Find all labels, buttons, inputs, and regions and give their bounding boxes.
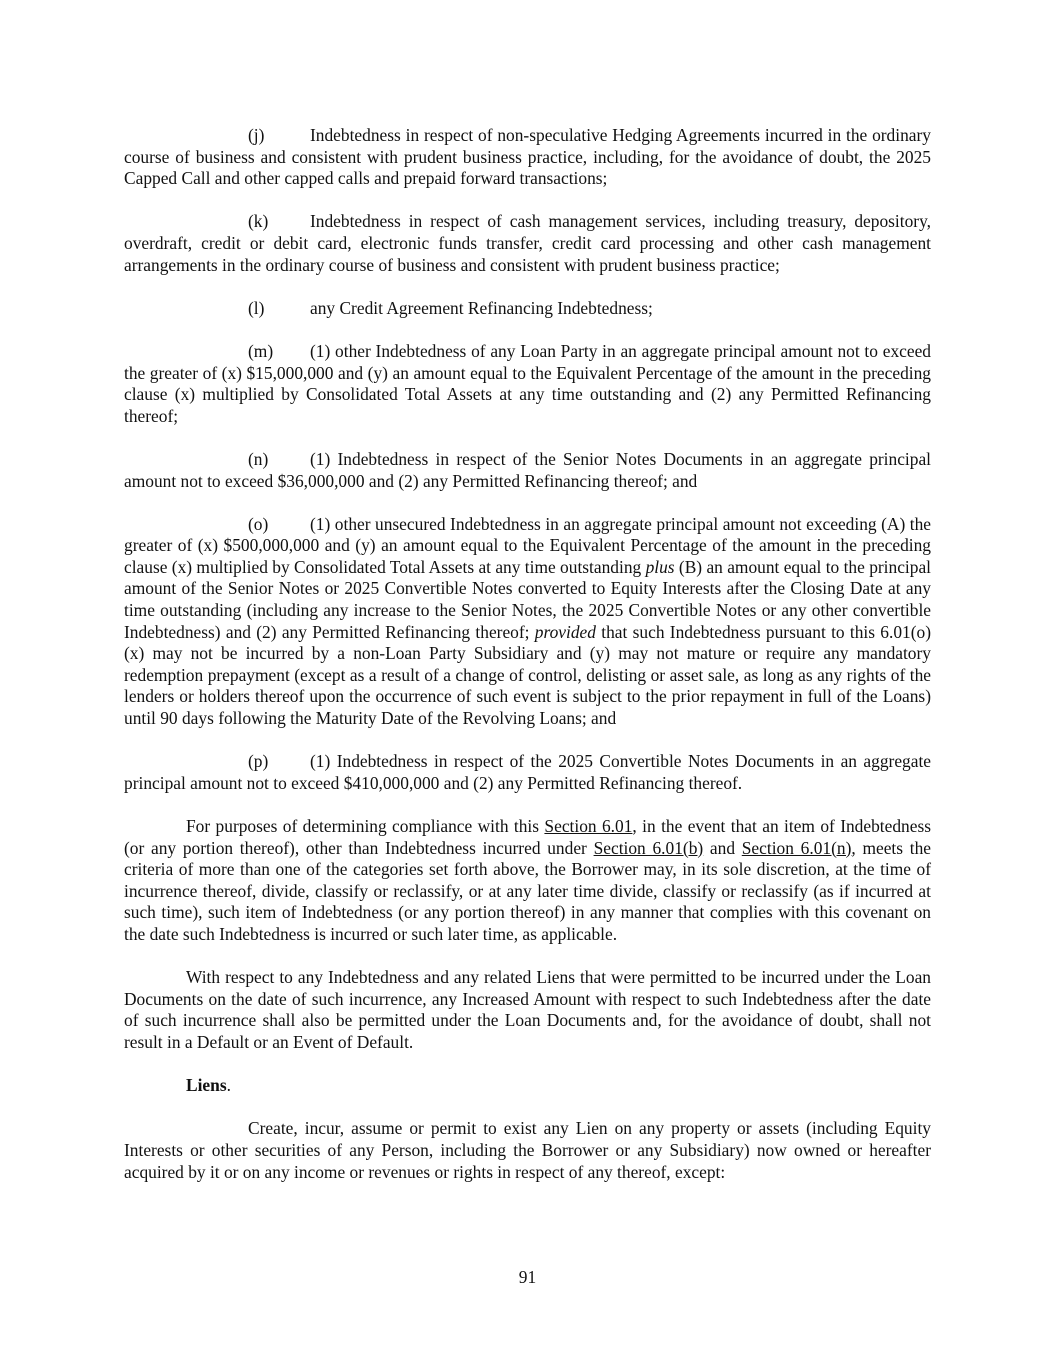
clause-emphasis: plus — [645, 556, 675, 577]
clause-text: any Credit Agreement Refinancing Indebtedness; — [310, 297, 653, 318]
clause-text: (1) Indebtedness in respect of the 2025 Convertible Notes Documents in an aggregate principal amount not to exceed $410,000,000 and (2) any Permitted Refinancing thereof. — [124, 751, 931, 793]
clause-text: (1) other unsecured Indebtedness in an aggregate principal amount not exceeding (A) the greater of (x) $500,000,000 and (y) an amount equal to the Equivalent Percentage of the amount in the preceding clause (x) multiplied by Consolidated Total Assets at any time outstanding — [124, 513, 931, 577]
clause-emphasis: provided — [534, 621, 596, 642]
clause-l — [124, 298, 931, 320]
section-heading-title: Liens — [186, 1075, 227, 1096]
clause-m — [124, 341, 931, 427]
section-reference-link[interactable]: Section 6.01(n) — [741, 837, 852, 858]
liens-paragraph — [124, 1118, 931, 1183]
clause-label: (p) — [248, 751, 269, 772]
page-number: 91 — [518, 1267, 537, 1287]
compliance-paragraph — [124, 816, 931, 946]
clause-j — [124, 125, 931, 190]
clause-text: (1) Indebtedness in respect of the Senior Notes Documents in an aggregate principal amount not to exceed $36,000,000 and (2) any Permitted Refinancing thereof; and — [124, 448, 931, 491]
paragraph-text: With respect to any Indebtedness and any related Liens that were permitted to be incurred under the Loan Documents on the date of such incurrence, any Increased Amount with respect to such Indebtedness after the date of such incurrence shall also be permitted under the Loan Documents and, for the avoidance of doubt, shall not result in a Default or an Event of Default. — [124, 967, 931, 1052]
section-reference-link[interactable]: Section 6.01(b) — [593, 837, 704, 858]
clause-label: (o) — [248, 513, 269, 534]
liens-heading — [124, 1075, 931, 1097]
clause-n — [124, 449, 931, 492]
clause-p — [124, 751, 931, 794]
clause-label: (m) — [248, 340, 274, 361]
paragraph-text: , in the event that an item of Indebtedness (or any portion thereof), other than Indebtedness incurred under — [124, 816, 931, 858]
clause-text: that such Indebtedness pursuant to this 6.01(o) (x) may not be incurred by a non-Loan Party Subsidiary and (y) may not mature or require any mandatory redemption prepayment (except as a result of a change of control, delisting or asset sale, as long as any rights of the lenders or holders thereof upon the occurrence of such event is subject to the prior repayment in full of the Loans) until 90 days following the Maturity Date of the Revolving Loans; and — [124, 621, 932, 729]
clause-text: Indebtedness in respect of cash management services, including treasury, depository, overdraft, credit or debit card, electronic funds transfer, credit card processing and other cash management arrangements in the ordinary course of business and consistent with prudent business practice; — [124, 211, 931, 275]
document-body — [124, 125, 931, 1205]
paragraph-text: , meets the criteria of more than one of the categories set forth above, the Borrower may, in its sole discretion, at the time of incurrence thereof, divide, classify or reclassify, or at any later time divide, classify or reclassify (as if incurred at such time), such item of Indebtedness (or any portion thereof) in any manner that complies with this covenant on the date such Indebtedness is incurred or such later time, as applicable. — [124, 837, 931, 944]
clause-k — [124, 211, 931, 276]
clause-o — [124, 514, 931, 730]
increased-amount-paragraph — [124, 967, 931, 1053]
paragraph-text: and — [703, 837, 742, 858]
clause-text: (1) other Indebtedness of any Loan Party in an aggregate principal amount not to exceed the greater of (x) $15,000,000 and (y) an amount equal to the Equivalent Percentage of the amount in the preceding clause (x) multiplied by Consolidated Total Assets at any time outstanding and (2) any Permitted Refinancing thereof; — [124, 340, 931, 426]
clause-text: (B) an amount equal to the principal amount of the Senior Notes or 2025 Convertible Notes converted to Equity Interests after the Closing Date at any time outstanding (including any increase to the Senior Notes, the 2025 Convertible Notes or any other convertible Indebtedness) and (2) any Permitted Refinancing thereof; — [124, 556, 931, 642]
section-heading-period: . — [226, 1075, 231, 1096]
paragraph-text: Create, incur, assume or permit to exist any Lien on any property or assets (including Equity Interests or other securities of any Person, including the Borrower or any Subsidiary) now owned or hereafter acquired by it or on any income or revenues or rights in respect of any thereof, except: — [124, 1118, 931, 1182]
clause-label: (k) — [248, 211, 269, 232]
clause-label: (n) — [248, 448, 269, 469]
clause-label: (j) — [248, 125, 265, 145]
clause-label: (l) — [248, 297, 265, 318]
paragraph-text: For purposes of determining compliance with this — [186, 816, 545, 836]
clause-text: Indebtedness in respect of non-speculative Hedging Agreements incurred in the ordinary course of business and consistent with prudent business practice, including, for the avoidance of doubt, the 2025 Capped Call and other capped calls and prepaid forward transactions; — [124, 125, 931, 189]
section-reference-link[interactable]: Section 6.01 — [544, 816, 633, 836]
